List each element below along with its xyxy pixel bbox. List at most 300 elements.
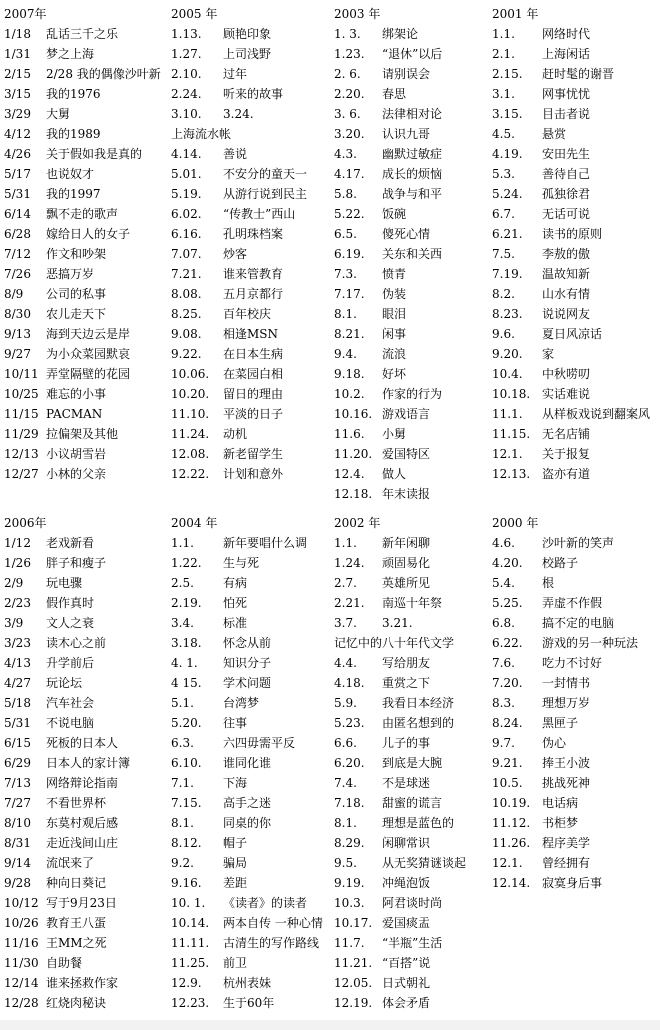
- article-entry[interactable]: [334, 444, 431, 464]
- entry-title[interactable]: 年末读报: [382, 487, 431, 501]
- article-entry[interactable]: [171, 204, 296, 224]
- entry-title[interactable]: “传教士”西山: [223, 207, 296, 221]
- article-entry[interactable]: [171, 44, 272, 64]
- entry-title[interactable]: 愤青: [382, 267, 407, 281]
- article-entry[interactable]: [492, 184, 591, 204]
- article-entry[interactable]: [334, 424, 407, 444]
- entry-title[interactable]: 读书的原则: [542, 227, 603, 241]
- entry-title[interactable]: 流氓来了: [46, 856, 95, 870]
- article-entry[interactable]: [334, 773, 431, 793]
- entry-title[interactable]: 计划和意外: [223, 467, 284, 481]
- entry-title[interactable]: 认识九哥: [382, 127, 431, 141]
- article-entry[interactable]: [171, 444, 284, 464]
- entry-title[interactable]: PACMAN: [46, 407, 103, 421]
- article-entry[interactable]: [492, 813, 579, 833]
- entry-title[interactable]: 两本自传 一种心情: [223, 916, 323, 930]
- article-entry[interactable]: [171, 573, 248, 593]
- entry-title[interactable]: 大舅: [46, 107, 71, 121]
- entry-title[interactable]: 上海流水帐: [171, 127, 232, 141]
- entry-title[interactable]: 沙叶新的笑声: [542, 536, 615, 550]
- article-entry[interactable]: [492, 713, 579, 733]
- article-entry[interactable]: [4, 344, 131, 364]
- entry-title[interactable]: 孤独徐君: [542, 187, 591, 201]
- article-entry[interactable]: [4, 364, 131, 384]
- article-entry[interactable]: [334, 124, 431, 144]
- article-entry[interactable]: [171, 653, 272, 673]
- article-entry[interactable]: [334, 833, 431, 853]
- entry-title[interactable]: 难忘的小事: [46, 387, 107, 401]
- entry-title[interactable]: 相逢MSN: [223, 327, 279, 341]
- article-entry[interactable]: [492, 324, 603, 344]
- entry-title[interactable]: 前卫: [223, 956, 248, 970]
- entry-title[interactable]: 五月京都行: [223, 287, 284, 301]
- article-entry[interactable]: [4, 853, 95, 873]
- article-entry[interactable]: [4, 424, 119, 444]
- article-entry[interactable]: [334, 104, 443, 124]
- entry-title[interactable]: 傻死心情: [382, 227, 431, 241]
- entry-title[interactable]: 下海: [223, 776, 248, 790]
- article-entry[interactable]: [334, 404, 431, 424]
- article-entry[interactable]: [492, 244, 591, 264]
- article-entry[interactable]: [171, 953, 248, 973]
- entry-title[interactable]: 曾经拥有: [542, 856, 591, 870]
- entry-title[interactable]: 玩电骤: [46, 576, 83, 590]
- entry-title[interactable]: 无话可说: [542, 207, 591, 221]
- entry-title[interactable]: 善待自己: [542, 167, 591, 181]
- entry-title[interactable]: 网络辩论指南: [46, 776, 119, 790]
- article-entry[interactable]: [334, 853, 467, 873]
- entry-title[interactable]: 小林的父亲: [46, 467, 107, 481]
- entry-title[interactable]: 眼泪: [382, 307, 407, 321]
- article-entry[interactable]: [171, 993, 275, 1013]
- entry-title[interactable]: 关东和关西: [382, 247, 443, 261]
- entry-title[interactable]: 记忆中的八十年代文学: [334, 636, 455, 650]
- entry-title[interactable]: 寂寞身后事: [542, 876, 603, 890]
- article-entry[interactable]: [492, 64, 615, 84]
- article-entry[interactable]: [171, 84, 284, 104]
- article-entry[interactable]: [171, 304, 272, 324]
- entry-title[interactable]: 高手之迷: [223, 796, 272, 810]
- article-entry[interactable]: [334, 164, 443, 184]
- entry-title[interactable]: 从游行说到民主: [223, 187, 308, 201]
- article-entry[interactable]: [171, 613, 248, 633]
- article-entry[interactable]: [171, 144, 248, 164]
- entry-title[interactable]: 流浪: [382, 347, 407, 361]
- entry-title[interactable]: 汽车社会: [46, 696, 95, 710]
- article-entry[interactable]: [4, 973, 119, 993]
- article-entry[interactable]: [4, 653, 95, 673]
- article-entry[interactable]: [4, 673, 83, 693]
- article-entry[interactable]: [4, 24, 119, 44]
- entry-title[interactable]: 我的1997: [46, 187, 101, 201]
- entry-title[interactable]: “退休”以后: [382, 47, 443, 61]
- article-entry[interactable]: [171, 713, 248, 733]
- entry-title[interactable]: 王MM之死: [46, 936, 107, 950]
- article-entry[interactable]: [4, 993, 107, 1013]
- article-entry[interactable]: [492, 533, 615, 553]
- entry-title[interactable]: 胖子和瘦子: [46, 556, 107, 570]
- entry-title[interactable]: 请别误会: [382, 67, 431, 81]
- entry-title[interactable]: 留日的理由: [223, 387, 284, 401]
- entry-title[interactable]: 往事: [223, 716, 248, 730]
- article-entry[interactable]: [4, 593, 95, 613]
- entry-title[interactable]: 闲事: [382, 327, 407, 341]
- entry-title[interactable]: 嫁给日人的女子: [46, 227, 131, 241]
- article-entry[interactable]: [171, 793, 272, 813]
- article-entry[interactable]: [334, 733, 431, 753]
- article-entry[interactable]: [492, 673, 591, 693]
- article-entry[interactable]: [171, 184, 308, 204]
- article-entry[interactable]: [4, 833, 119, 853]
- entry-title[interactable]: 家: [542, 347, 555, 361]
- article-entry[interactable]: [171, 64, 248, 84]
- article-entry[interactable]: [334, 284, 407, 304]
- entry-title[interactable]: 战争与和平: [382, 187, 443, 201]
- article-entry[interactable]: [334, 673, 431, 693]
- article-entry[interactable]: [4, 404, 103, 424]
- article-entry[interactable]: [492, 733, 567, 753]
- article-entry[interactable]: [4, 104, 71, 124]
- article-entry[interactable]: [171, 404, 284, 424]
- entry-title[interactable]: 不安分的童天一: [223, 167, 308, 181]
- article-entry[interactable]: [334, 573, 431, 593]
- article-entry[interactable]: [4, 304, 107, 324]
- article-entry[interactable]: [492, 164, 591, 184]
- entry-title[interactable]: 写给朋友: [382, 656, 431, 670]
- entry-title[interactable]: 游戏的另一种玩法: [542, 636, 639, 650]
- article-entry[interactable]: [4, 933, 107, 953]
- article-entry[interactable]: [492, 573, 555, 593]
- entry-title[interactable]: 死板的日本人: [46, 736, 119, 750]
- article-entry[interactable]: [334, 184, 443, 204]
- article-entry[interactable]: [171, 813, 272, 833]
- article-entry[interactable]: [4, 633, 107, 653]
- entry-title[interactable]: 校路子: [542, 556, 579, 570]
- entry-title[interactable]: 平淡的日子: [223, 407, 284, 421]
- entry-title[interactable]: 不看世界杯: [46, 796, 107, 810]
- article-entry[interactable]: [492, 633, 639, 653]
- article-entry[interactable]: [171, 873, 248, 893]
- entry-title[interactable]: 3.21.: [382, 616, 413, 630]
- article-entry[interactable]: [171, 164, 308, 184]
- article-entry[interactable]: [171, 973, 272, 993]
- article-entry[interactable]: [334, 484, 431, 504]
- entry-title[interactable]: 挑战死神: [542, 776, 591, 790]
- article-entry[interactable]: [4, 793, 107, 813]
- entry-title[interactable]: 顽固易化: [382, 556, 431, 570]
- entry-title[interactable]: 闲聊常识: [382, 836, 431, 850]
- article-entry[interactable]: [492, 104, 591, 124]
- entry-title[interactable]: 阿君谈时尚: [382, 896, 443, 910]
- article-entry[interactable]: [171, 833, 248, 853]
- entry-title[interactable]: 新老留学生: [223, 447, 284, 461]
- entry-title[interactable]: 网络时代: [542, 27, 591, 41]
- article-entry[interactable]: [171, 224, 284, 244]
- article-entry[interactable]: [492, 773, 591, 793]
- article-entry[interactable]: [334, 953, 431, 973]
- article-entry[interactable]: [4, 713, 95, 733]
- entry-title[interactable]: 上海闲话: [542, 47, 591, 61]
- article-entry[interactable]: [334, 533, 431, 553]
- article-entry[interactable]: [4, 773, 119, 793]
- article-entry[interactable]: [492, 753, 591, 773]
- entry-title[interactable]: 作文和吵架: [46, 247, 107, 261]
- article-entry[interactable]: [4, 913, 107, 933]
- article-entry[interactable]: [171, 893, 308, 913]
- entry-title[interactable]: 上司浅野: [223, 47, 272, 61]
- entry-title[interactable]: 成长的烦恼: [382, 167, 443, 181]
- entry-title[interactable]: 儿子的事: [382, 736, 431, 750]
- entry-title[interactable]: 文人之衰: [46, 616, 95, 630]
- article-entry[interactable]: [171, 364, 284, 384]
- article-entry[interactable]: [492, 464, 591, 484]
- entry-title[interactable]: 一封情书: [542, 676, 591, 690]
- article-entry[interactable]: [492, 444, 591, 464]
- article-entry[interactable]: [171, 733, 296, 753]
- article-entry[interactable]: [171, 464, 284, 484]
- entry-title[interactable]: 炒客: [223, 247, 248, 261]
- entry-title[interactable]: 捧王小波: [542, 756, 591, 770]
- entry-title[interactable]: 生与死: [223, 556, 260, 570]
- entry-title[interactable]: 山水有情: [542, 287, 591, 301]
- article-entry[interactable]: [171, 324, 279, 344]
- article-entry[interactable]: [171, 264, 284, 284]
- entry-title[interactable]: 升学前后: [46, 656, 95, 670]
- entry-title[interactable]: 2/28 我的偶像沙叶新: [46, 67, 161, 81]
- entry-title[interactable]: 帽子: [223, 836, 248, 850]
- entry-title[interactable]: 农儿走天下: [46, 307, 107, 321]
- article-entry[interactable]: [492, 204, 591, 224]
- article-entry[interactable]: [171, 753, 272, 773]
- article-entry[interactable]: [334, 993, 431, 1013]
- article-entry[interactable]: [492, 304, 591, 324]
- article-entry[interactable]: [4, 204, 119, 224]
- entry-title[interactable]: 谁同化谁: [223, 756, 272, 770]
- entry-title[interactable]: 甜蜜的谎言: [382, 796, 443, 810]
- entry-title[interactable]: 爱国特区: [382, 447, 431, 461]
- entry-title[interactable]: 冲绳泡饭: [382, 876, 431, 890]
- entry-title[interactable]: 到底是大腕: [382, 756, 443, 770]
- entry-title[interactable]: “半瓶”生活: [382, 936, 443, 950]
- entry-title[interactable]: 爱国痰盂: [382, 916, 431, 930]
- article-entry[interactable]: [334, 693, 455, 713]
- entry-title[interactable]: 怀念从前: [223, 636, 272, 650]
- article-entry[interactable]: [4, 44, 95, 64]
- entry-title[interactable]: 自助餐: [46, 956, 83, 970]
- entry-title[interactable]: 东莫村观后感: [46, 816, 119, 830]
- entry-title[interactable]: 飘不走的歌声: [46, 207, 119, 221]
- article-entry[interactable]: [334, 873, 431, 893]
- article-entry[interactable]: [492, 404, 651, 424]
- article-entry[interactable]: [492, 344, 555, 364]
- entry-title[interactable]: 从无奖猜谜谈起: [382, 856, 467, 870]
- entry-title[interactable]: 小议胡雪岩: [46, 447, 107, 461]
- entry-title[interactable]: 古清生的写作路线: [223, 936, 320, 950]
- entry-title[interactable]: 学术问题: [223, 676, 272, 690]
- article-entry[interactable]: [492, 144, 591, 164]
- entry-title[interactable]: 小舅: [382, 427, 407, 441]
- article-entry[interactable]: [4, 613, 95, 633]
- entry-title[interactable]: 标准: [223, 616, 248, 630]
- article-entry[interactable]: [334, 344, 407, 364]
- entry-title[interactable]: 无名店铺: [542, 427, 591, 441]
- entry-title[interactable]: 安田先生: [542, 147, 591, 161]
- article-entry[interactable]: [334, 933, 443, 953]
- article-entry[interactable]: [492, 264, 591, 284]
- entry-title[interactable]: 骗局: [223, 856, 248, 870]
- entry-title[interactable]: 关于假如我是真的: [46, 147, 143, 161]
- article-entry[interactable]: [334, 793, 443, 813]
- entry-title[interactable]: 说说网友: [542, 307, 591, 321]
- article-entry[interactable]: [171, 853, 248, 873]
- article-entry[interactable]: [4, 84, 101, 104]
- entry-title[interactable]: 吃力不讨好: [542, 656, 603, 670]
- article-entry[interactable]: [4, 324, 131, 344]
- entry-title[interactable]: 夏日风凉话: [542, 327, 603, 341]
- entry-title[interactable]: 从样板戏说到翻案风: [542, 407, 651, 421]
- entry-title[interactable]: 为小众菜园默哀: [46, 347, 131, 361]
- article-entry[interactable]: [334, 244, 443, 264]
- entry-title[interactable]: 在日本生病: [223, 347, 284, 361]
- article-entry[interactable]: [334, 324, 407, 344]
- article-entry[interactable]: [492, 424, 591, 444]
- article-entry[interactable]: [4, 953, 83, 973]
- article-entry[interactable]: [334, 224, 431, 244]
- entry-title[interactable]: 由匿名想到的: [382, 716, 455, 730]
- article-entry[interactable]: [4, 753, 131, 773]
- entry-title[interactable]: 新年闲聊: [382, 536, 431, 550]
- entry-title[interactable]: 玩论坛: [46, 676, 83, 690]
- article-entry[interactable]: [334, 464, 407, 484]
- article-entry[interactable]: [4, 224, 131, 244]
- article-entry[interactable]: [334, 64, 431, 84]
- entry-title[interactable]: 英雄所见: [382, 576, 431, 590]
- entry-title[interactable]: 弄堂隔壁的花园: [46, 367, 131, 381]
- article-entry[interactable]: [171, 693, 260, 713]
- article-entry[interactable]: [171, 284, 284, 304]
- entry-title[interactable]: 我看日本经济: [382, 696, 455, 710]
- entry-title[interactable]: 绑架论: [382, 27, 419, 41]
- article-entry[interactable]: [492, 593, 603, 613]
- article-entry[interactable]: [4, 144, 143, 164]
- entry-title[interactable]: 我的1989: [46, 127, 101, 141]
- entry-title[interactable]: 理想万岁: [542, 696, 591, 710]
- entry-title[interactable]: 也说奴才: [46, 167, 95, 181]
- article-entry[interactable]: [492, 853, 591, 873]
- article-entry[interactable]: [492, 613, 615, 633]
- entry-title[interactable]: 幽默过敏症: [382, 147, 443, 161]
- entry-title[interactable]: 听来的故事: [223, 87, 284, 101]
- article-entry[interactable]: [334, 364, 407, 384]
- article-entry[interactable]: [4, 444, 107, 464]
- article-entry[interactable]: [334, 593, 443, 613]
- entry-title[interactable]: 体会矛盾: [382, 996, 431, 1010]
- entry-title[interactable]: 李敖的傲: [542, 247, 591, 261]
- entry-title[interactable]: 差距: [223, 876, 248, 890]
- article-entry[interactable]: [492, 24, 591, 44]
- article-entry[interactable]: [4, 464, 107, 484]
- entry-title[interactable]: 顾艳印象: [223, 27, 272, 41]
- article-entry[interactable]: [334, 304, 407, 324]
- article-entry[interactable]: [334, 84, 407, 104]
- entry-title[interactable]: 目击者说: [542, 107, 591, 121]
- article-entry[interactable]: [4, 733, 119, 753]
- article-entry[interactable]: [4, 264, 95, 284]
- entry-title[interactable]: 书柜梦: [542, 816, 579, 830]
- article-entry[interactable]: [492, 224, 603, 244]
- entry-title[interactable]: 杭州表妹: [223, 976, 272, 990]
- entry-title[interactable]: 梦之上海: [46, 47, 95, 61]
- article-entry[interactable]: [334, 753, 443, 773]
- article-entry[interactable]: [171, 384, 284, 404]
- entry-title[interactable]: 假作真时: [46, 596, 95, 610]
- entry-title[interactable]: 日式朝礼: [382, 976, 431, 990]
- entry-title[interactable]: “百搭”说: [382, 956, 431, 970]
- entry-title[interactable]: 3.24.: [223, 107, 254, 121]
- article-entry[interactable]: [492, 84, 591, 104]
- entry-title[interactable]: 赶时髦的谢晋: [542, 67, 615, 81]
- article-entry[interactable]: [171, 773, 248, 793]
- entry-title[interactable]: 伪心: [542, 736, 567, 750]
- article-entry[interactable]: [492, 124, 567, 144]
- article-entry[interactable]: [334, 893, 443, 913]
- article-entry[interactable]: [171, 244, 248, 264]
- article-entry[interactable]: [4, 553, 107, 573]
- article-entry[interactable]: [4, 244, 107, 264]
- entry-title[interactable]: 在菜园白相: [223, 367, 284, 381]
- article-entry[interactable]: [334, 613, 413, 633]
- entry-title[interactable]: 关于报复: [542, 447, 591, 461]
- article-entry[interactable]: [4, 813, 119, 833]
- article-entry[interactable]: [334, 633, 455, 653]
- entry-title[interactable]: 读木心之前: [46, 636, 107, 650]
- entry-title[interactable]: 恶搞万岁: [46, 267, 95, 281]
- entry-title[interactable]: 作家的行为: [382, 387, 443, 401]
- article-entry[interactable]: [171, 933, 320, 953]
- entry-title[interactable]: 温故知新: [542, 267, 591, 281]
- article-entry[interactable]: [171, 593, 248, 613]
- entry-title[interactable]: 种向日葵记: [46, 876, 107, 890]
- article-entry[interactable]: [334, 44, 443, 64]
- entry-title[interactable]: 做人: [382, 467, 407, 481]
- entry-title[interactable]: 南巡十年祭: [382, 596, 443, 610]
- entry-title[interactable]: 新年要唱什么调: [223, 536, 308, 550]
- entry-title[interactable]: 重赏之下: [382, 676, 431, 690]
- entry-title[interactable]: 拉偏架及其他: [46, 427, 119, 441]
- entry-title[interactable]: 有病: [223, 576, 248, 590]
- entry-title[interactable]: 不说电脑: [46, 716, 95, 730]
- entry-title[interactable]: 知识分子: [223, 656, 272, 670]
- entry-title[interactable]: 程序美学: [542, 836, 591, 850]
- entry-title[interactable]: 生于60年: [223, 996, 275, 1010]
- entry-title[interactable]: 公司的私事: [46, 287, 107, 301]
- article-entry[interactable]: [492, 833, 591, 853]
- article-entry[interactable]: [171, 104, 254, 124]
- article-entry[interactable]: [334, 144, 443, 164]
- article-entry[interactable]: [4, 384, 107, 404]
- entry-title[interactable]: 《读者》的读者: [223, 896, 308, 910]
- entry-title[interactable]: 春思: [382, 87, 407, 101]
- article-entry[interactable]: [334, 913, 431, 933]
- article-entry[interactable]: [4, 533, 95, 553]
- article-entry[interactable]: [4, 184, 101, 204]
- entry-title[interactable]: 红烧肉秘诀: [46, 996, 107, 1010]
- entry-title[interactable]: 写于9月23日: [46, 896, 117, 910]
- article-entry[interactable]: [334, 653, 431, 673]
- article-entry[interactable]: [171, 24, 272, 44]
- entry-title[interactable]: 伪装: [382, 287, 407, 301]
- entry-title[interactable]: 我的1976: [46, 87, 101, 101]
